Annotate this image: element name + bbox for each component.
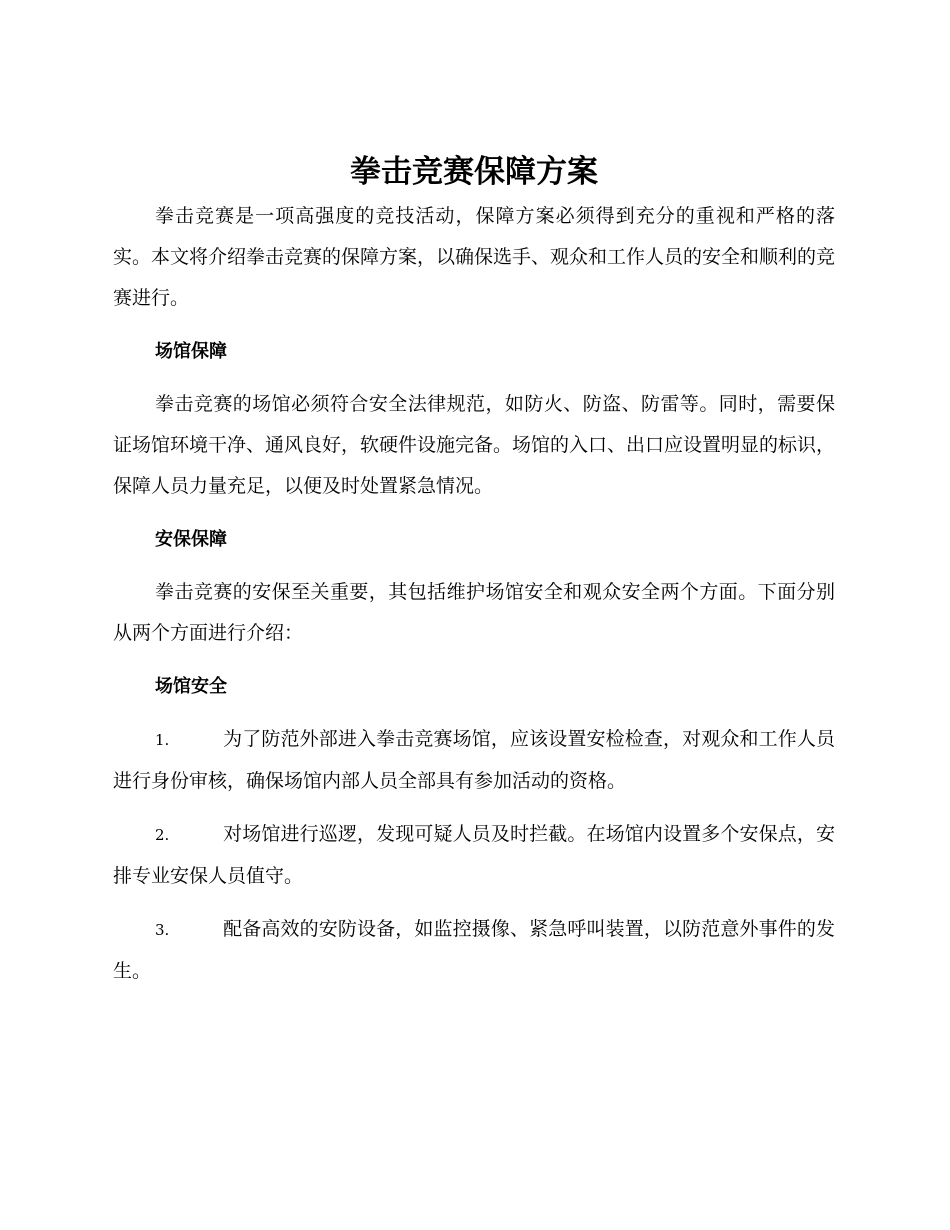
list-number: 3. bbox=[155, 921, 170, 939]
list-text: 为了防范外部进入拳击竞赛场馆，应该设置安检检查，对观众和工作人员进行身份审核，确保场馆内部人员全部具有参加活动的资格。 bbox=[113, 728, 835, 792]
intro-paragraph: 拳击竞赛是一项高强度的竞技活动，保障方案必须得到充分的重视和严格的落实。本文将介绍拳击竞赛的保障方案，以确保选手、观众和工作人员的安全和顺利的竞赛进行。 bbox=[113, 205, 836, 309]
list-item bbox=[113, 909, 835, 992]
section-heading-venue: 场馆保障 bbox=[155, 341, 227, 362]
list-item bbox=[113, 814, 835, 897]
list-text: 对场馆进行巡逻，发现可疑人员及时拦截。在场馆内设置多个安保点，安排专业安保人员值守。 bbox=[113, 823, 835, 887]
list-text: 配备高效的安防设备，如监控摄像、紧急呼叫装置，以防范意外事件的发生。 bbox=[113, 918, 835, 982]
document-title: 拳击竞赛保障方案 bbox=[350, 154, 598, 190]
section-heading-security: 安保保障 bbox=[155, 529, 227, 550]
list-item bbox=[113, 719, 835, 802]
list-number: 1. bbox=[155, 731, 170, 749]
section-heading-venue-safety: 场馆安全 bbox=[155, 676, 227, 697]
section-body-security: 拳击竞赛的安保至关重要，其包括维护场馆安全和观众安全两个方面。下面分别从两个方面进行介绍： bbox=[113, 581, 835, 644]
document-page bbox=[113, 148, 835, 992]
list-number: 2. bbox=[155, 826, 170, 844]
section-body-venue: 拳击竞赛的场馆必须符合安全法律规范，如防火、防盗、防雷等。同时，需要保证场馆环境干净、通风良好，软硬件设施完备。场馆的入口、出口应设置明显的标识，保障人员力量充足，以便及时处置紧急情况。 bbox=[113, 393, 836, 497]
